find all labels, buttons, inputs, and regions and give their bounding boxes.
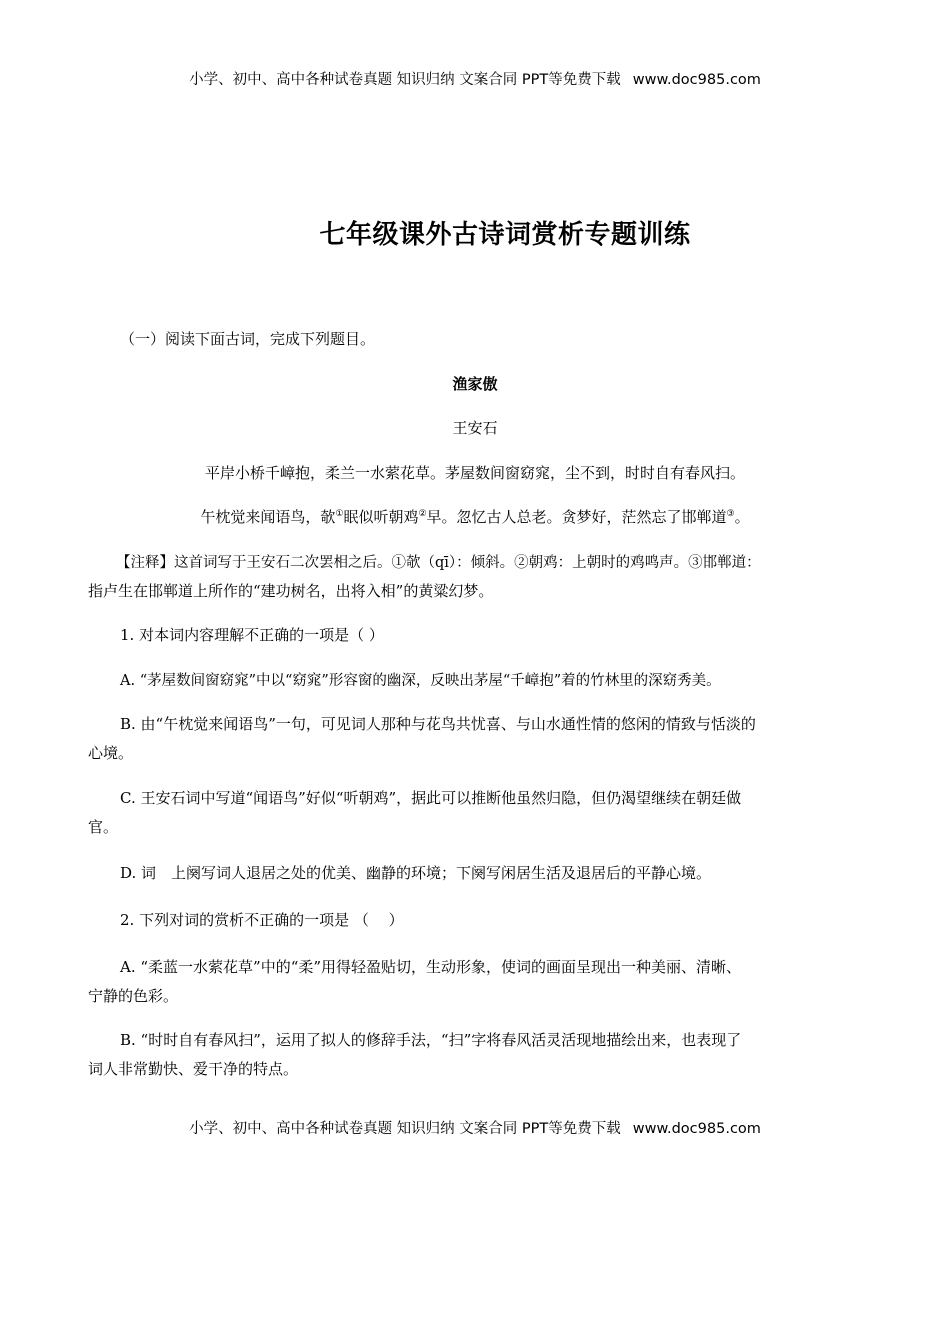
footnote-marker-3: ③ [726,509,735,519]
question-1-option-b-line-1: B. 由“午枕觉来闻语鸟”一句，可见词人那种与花鸟共忧喜、与山水通性情的悠闲的情致与恬淡的 [120,715,756,733]
page-header-banner [0,68,950,89]
page-footer-banner [0,1117,950,1138]
question-1-option-d: D. 词 上阕写词人退居之处的优美、幽静的环境；下阕写闲居生活及退居后的平静心境。 [120,864,712,882]
question-2-stem: 2. 下列对词的赏析不正确的一项是 （ ） [120,911,404,929]
question-2-option-b-line-1: B. “时时自有春风扫”，运用了拟人的修辞手法，“扫”字将春风活灵活现地描绘出来，也表现了 [120,1031,742,1049]
question-1-option-b-line-2: 心境。 [88,744,134,762]
question-2-option-a-line-1: A. “柔蓝一水萦花草”中的“柔”用得轻盈贴切，生动形象，使词的画面呈现出一种美丽、清晰、 [120,958,742,976]
note-line-1: 【注释】这首词写于王安石二次罢相之后。①欹（qī）：倾斜。②朝鸡：上朝时的鸡鸣声。③邯郸道： [116,555,761,571]
question-1-option-a: A. “茅屋数间窗窈窕”中以“窈窕”形容窗的幽深，反映出茅屋“千嶂抱”着的竹林里的深窈秀美。 [120,673,721,689]
header-banner-text: 小学、初中、高中各种试卷真题 知识归纳 文案合同 PPT等免费下载 [189,72,621,88]
poem-line-2 [0,506,950,527]
question-1-stem: 1. 对本词内容理解不正确的一项是（ ） [120,626,384,644]
document-title: 七年级课外古诗词赏析专题训练 [319,220,691,250]
note-line-2: 指卢生在邯郸道上所作的“建功树名，出将入相”的黄粱幻梦。 [88,582,494,600]
footer-banner-text: 小学、初中、高中各种试卷真题 知识归纳 文案合同 PPT等免费下载 [189,1121,621,1137]
poem-line-1: 平岸小桥千嶂抱，柔兰一水萦花草。茅屋数间窗窈窕，尘不到，时时自有春风扫。 [204,464,745,482]
footnote-marker-2: ② [418,509,427,519]
poem-author: 王安石 [452,419,498,437]
poem-line-2-part-d: 。 [734,508,750,526]
question-1-option-c-line-1: C. 王安石词中写道“闻语鸟”好似“听朝鸡”，据此可以推断他虽然归隐，但仍渴望继续在朝廷做 [120,789,742,807]
question-2-option-a-line-2: 宁静的色彩。 [88,987,179,1005]
footer-banner-url[interactable]: www.doc985.com [632,1121,761,1137]
section-intro: （一）阅读下面古词，完成下列题目。 [120,330,376,348]
poem-title: 渔家傲 [452,375,498,393]
poem-line-2-part-b: 眠似听朝鸡 [343,508,419,526]
header-banner-url[interactable]: www.doc985.com [632,72,761,88]
poem-line-2-part-a: 午枕觉来闻语鸟，欹 [200,508,336,526]
question-2-option-b-line-2: 词人非常勤快、爱干净的特点。 [88,1060,299,1078]
question-1-option-c-line-2: 官。 [88,818,119,836]
poem-line-2-part-c: 早。忽忆古人总老。贪梦好，茫然忘了邯郸道 [426,508,727,526]
footnote-marker-1: ① [335,509,344,519]
